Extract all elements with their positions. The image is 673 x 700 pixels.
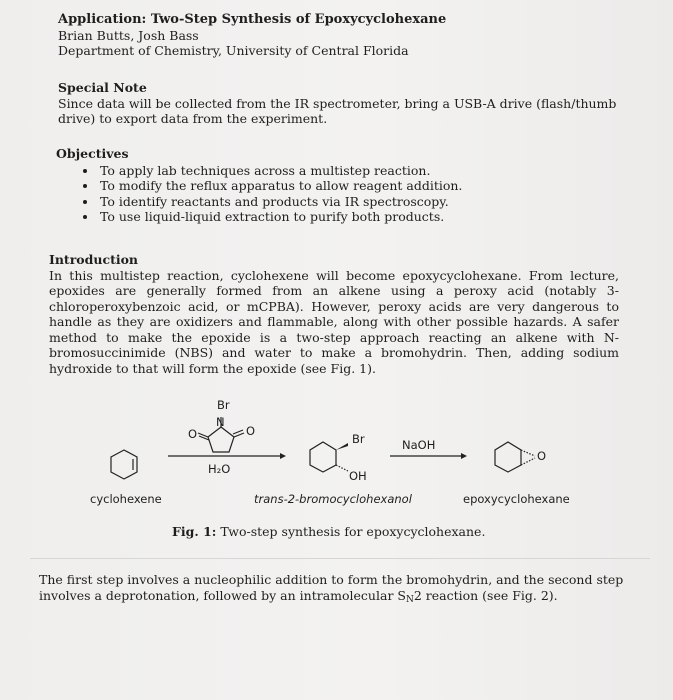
objective-item: • To use liquid-liquid extraction to purify both products. bbox=[98, 209, 636, 225]
introduction-heading: Introduction bbox=[49, 252, 139, 267]
closing-paragraph bbox=[39, 572, 639, 608]
figure-caption bbox=[172, 524, 485, 540]
divider bbox=[30, 558, 650, 559]
special-note-section bbox=[58, 80, 628, 127]
naoh-label: NaOH bbox=[402, 438, 436, 452]
closing-text-end: 2 reaction (see Fig. 2). bbox=[413, 587, 558, 603]
epoxycyclohexane-label: epoxycyclohexane bbox=[463, 492, 570, 506]
objective-item: • To modify the reflux apparatus to allow reagent addition. bbox=[98, 178, 636, 194]
authors: Brian Butts, Josh Bass bbox=[58, 27, 199, 43]
figure-caption-text: Two-step synthesis for epoxycyclohexane. bbox=[220, 524, 486, 539]
objective-item: • To apply lab techniques across a multistep reaction. bbox=[98, 163, 636, 179]
objectives-section bbox=[56, 146, 636, 225]
cyclohexene-label: cyclohexene bbox=[90, 492, 162, 506]
reaction-scheme-drawing bbox=[80, 395, 600, 495]
objective-item: • To identify reactants and products via IR spectroscopy. bbox=[98, 194, 636, 210]
epoxide-o-label: O bbox=[537, 449, 547, 463]
document-title: Application: Two-Step Synthesis of Epoxycyclohexane bbox=[58, 12, 447, 27]
closing-subscript: N bbox=[405, 594, 414, 605]
nbs-br-label: Br bbox=[217, 398, 230, 412]
nbs-n-label: N bbox=[216, 415, 225, 429]
nbs-o-right-label: O bbox=[246, 424, 256, 438]
nbs-o-left-label: O bbox=[188, 427, 198, 441]
special-note-heading: Special Note bbox=[58, 80, 147, 95]
epoxide-ring bbox=[495, 442, 521, 472]
intermediate-oh-label: OH bbox=[349, 469, 367, 483]
nbs-ring bbox=[208, 427, 234, 452]
introduction-text: In this multistep reaction, cyclohexene will become epoxycyclohexane. From lecture, epoxides are generally formed from an alkene using a peroxy acid (notably 3-chloroperoxybenzoic acid, or mCPBA). However, peroxy acids are very dangerous to handle as they are oxidizers and flammable, along with other possible hazards. A safer method to make the epoxide is a two-step approach reacting an alkene with N-bromosuccinimide (NBS) and water to make a bromohydrin. Then, adding sodium hydroxide to that will form the epoxide (see Fig. 1). bbox=[49, 267, 619, 376]
document-header bbox=[58, 12, 658, 59]
objectives-list bbox=[56, 163, 636, 225]
introduction-section bbox=[49, 252, 619, 376]
figure-caption-prefix: Fig. 1: bbox=[172, 524, 217, 539]
department: Department of Chemistry, University of Central Florida bbox=[58, 43, 409, 58]
reaction-scheme-figure bbox=[80, 395, 600, 545]
special-note-text: Since data will be collected from the IR spectrometer, bring a USB-A drive (flash/thumb drive) to export data from the experiment. bbox=[58, 95, 617, 126]
intermediate-br-label: Br bbox=[352, 432, 365, 446]
bromohydrin-label: trans-2-bromocyclohexanol bbox=[254, 492, 412, 506]
bromohydrin-ring bbox=[310, 442, 336, 472]
closing-text-start: The first step involves a nucleophilic addition to form the bromohydrin, and the second step involves a deprotonation, followed by an intramolecular S bbox=[39, 572, 624, 603]
water-label: H₂O bbox=[208, 462, 231, 476]
objectives-heading: Objectives bbox=[56, 146, 129, 161]
